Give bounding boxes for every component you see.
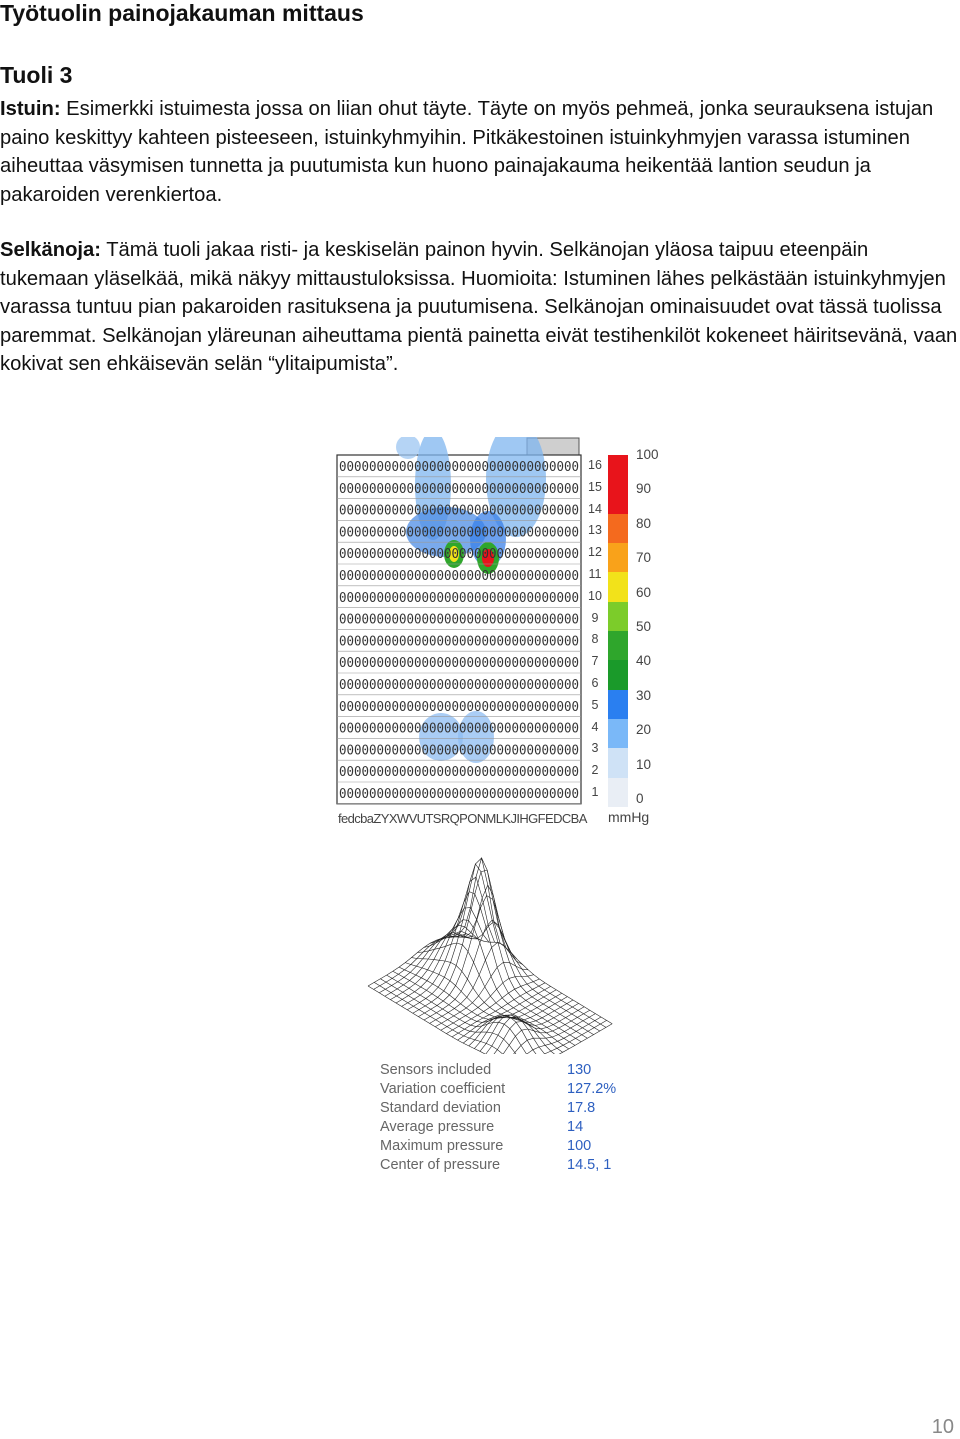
- legend-swatch: [608, 690, 628, 719]
- legend-label: 10: [636, 756, 652, 772]
- backrest-label: Selkänoja:: [0, 239, 101, 261]
- wire-line: [480, 1000, 573, 1051]
- wire-line: [405, 963, 556, 1054]
- legend-label: 90: [636, 481, 652, 497]
- section-heading: Tuoli 3: [0, 62, 73, 88]
- grid-row-text: 00000000000000000000000000000000: [339, 656, 579, 672]
- grid-row-text: 00000000000000000000000000000000: [339, 612, 579, 628]
- seat-label: Istuin:: [0, 98, 61, 120]
- wire-line: [458, 986, 551, 1040]
- legend-swatch: [608, 748, 628, 777]
- grid-row-text: 00000000000000000000000000000000: [339, 503, 579, 519]
- grid-row-text: 00000000000000000000000000000000: [339, 547, 579, 563]
- grid-row-text: 00000000000000000000000000000000: [339, 787, 579, 802]
- stat-value: 130: [567, 1062, 592, 1078]
- row-number: 3: [591, 741, 599, 756]
- legend-swatch: [608, 455, 628, 484]
- wire-line: [413, 870, 506, 1013]
- legend-label: 60: [636, 584, 652, 600]
- stat-label: Variation coefficient: [380, 1081, 506, 1097]
- pressure-surface-3d: [358, 844, 618, 1054]
- grid-row-text: 00000000000000000000000000000000: [339, 634, 579, 650]
- legend-label: 30: [636, 687, 652, 703]
- grid-row-text: 00000000000000000000000000000000: [339, 699, 579, 715]
- page-title: Työtuolin painojakauman mittaus: [0, 0, 364, 26]
- wire-line: [436, 864, 587, 1038]
- legend-label: 70: [636, 550, 652, 566]
- row-number: 14: [588, 501, 602, 516]
- legend-swatch: [608, 514, 628, 543]
- backrest-paragraph: [0, 236, 960, 379]
- row-number: 8: [591, 632, 599, 647]
- wire-line: [368, 986, 519, 1054]
- row-number: 16: [588, 458, 602, 472]
- grid-row-text: 00000000000000000000000000000000: [339, 743, 579, 759]
- stat-value: 17.8: [567, 1100, 596, 1116]
- row-number: 6: [591, 676, 599, 690]
- color-legend: [608, 455, 628, 807]
- stat-row: [380, 1081, 640, 1100]
- stat-row: [380, 1157, 640, 1176]
- legend-label: 100: [636, 447, 659, 462]
- stat-label: Average pressure: [380, 1119, 495, 1135]
- legend-label: 20: [636, 722, 652, 738]
- stat-label: Sensors included: [380, 1062, 492, 1078]
- grid-row-text: 00000000000000000000000000000000: [339, 569, 579, 584]
- legend-label: 40: [636, 653, 652, 669]
- legend-swatch: [608, 631, 628, 660]
- stat-label: Maximum pressure: [380, 1138, 504, 1154]
- grid-row-text: 00000000000000000000000000000000: [339, 590, 579, 606]
- row-number: 4: [591, 719, 599, 734]
- wire-line: [452, 983, 545, 1037]
- row-number: 5: [591, 697, 599, 712]
- grid-row-text: 00000000000000000000000000000000: [339, 765, 579, 781]
- legend-swatch: [608, 543, 628, 572]
- legend-swatch: [608, 719, 628, 748]
- stat-value: 14.5, 1: [567, 1157, 612, 1173]
- legend-swatch: [608, 572, 628, 601]
- row-number: 11: [588, 567, 602, 581]
- wire-line: [461, 931, 612, 1024]
- legend-swatch: [608, 660, 628, 689]
- stat-row: [380, 1138, 640, 1157]
- wire-line: [379, 936, 472, 993]
- grid-row-text: 00000000000000000000000000000000: [339, 525, 579, 541]
- row-number: 2: [591, 763, 599, 778]
- backrest-text: Tämä tuoli jakaa risti- ja keskiselän painon hyvin. Selkänojan yläosa taipuu eteenpäin tukemaan yläselkää, mikä näkyy mittaustuloksissa. Huomioita: Istuminen lähes pelkästään istuinkyhmyjen varassa tuntuu pian pakaroiden rasituksena ja puutumisena. Selkänojan ominaisuudet ovat tässä tuolissa paremmat. Selkänojan yläreunan aiheuttama pientä painetta eivät testihenkilöt kokeneet häiritsevänä, vaan kokivat sen ehkäisevän selän “ylitaipumista”.: [0, 239, 958, 375]
- row-number: 12: [588, 545, 602, 560]
- row-number: 7: [591, 654, 599, 669]
- grid-row-text: 00000000000000000000000000000000: [339, 481, 579, 497]
- grid-row-text: 00000000000000000000000000000000: [339, 721, 579, 737]
- legend-label: 0: [636, 791, 644, 806]
- row-number: 9: [591, 610, 599, 625]
- legend-swatch: [608, 602, 628, 631]
- stat-value: 100: [567, 1138, 592, 1154]
- stat-row: [380, 1100, 640, 1119]
- wire-line: [474, 997, 567, 1049]
- wire-line: [368, 931, 461, 986]
- row-number: 13: [588, 523, 602, 538]
- legend-label: 80: [636, 515, 652, 531]
- pressure-map: [336, 437, 666, 837]
- stat-label: Center of pressure: [380, 1157, 501, 1173]
- stat-row: [380, 1062, 640, 1081]
- row-number: 15: [588, 479, 602, 494]
- wire-line: [514, 1020, 607, 1054]
- seat-text: Esimerkki istuimesta jossa on liian ohut täyte. Täyte on myös pehmeä, jonka seurauksena istujan paino keskittyy kahteen pisteeseen, istuinkyhmyihin. Pitkäkestoinen istuinkyhmyjen varassa istuminen aiheuttaa väsymisen tunnetta ja puutumista kun huono painajakauma heikentää lantion seudun ja pakaroiden verenkiertoa.: [0, 98, 934, 206]
- wire-line: [508, 1017, 601, 1054]
- stat-label: Standard deviation: [380, 1100, 501, 1116]
- stat-value: 127.2%: [567, 1081, 617, 1097]
- page-number: 10: [931, 1416, 954, 1438]
- grid-row-text: 00000000000000000000000000000000: [339, 460, 579, 475]
- legend-unit: mmHg: [608, 809, 650, 825]
- legend-swatch: [608, 484, 628, 513]
- seat-paragraph: [0, 95, 960, 209]
- wire-line: [418, 896, 511, 1017]
- wire-line: [387, 975, 538, 1054]
- wire-line: [430, 892, 581, 1042]
- row-number: 10: [588, 588, 602, 603]
- pressure-grid: [336, 437, 586, 809]
- wireframe: [368, 858, 612, 1054]
- stat-value: 14: [567, 1119, 584, 1135]
- legend-label: 50: [636, 619, 652, 634]
- column-letter-axis: fedcbaZYXWVUTSRQPONMLKJIHGFEDCBA: [338, 811, 587, 826]
- legend-swatch: [608, 778, 628, 807]
- stat-row: [380, 1119, 640, 1138]
- row-number: 1: [591, 785, 599, 799]
- wire-line: [402, 877, 495, 1006]
- stats-table: [380, 1062, 640, 1176]
- grid-row-text: 00000000000000000000000000000000: [339, 678, 579, 693]
